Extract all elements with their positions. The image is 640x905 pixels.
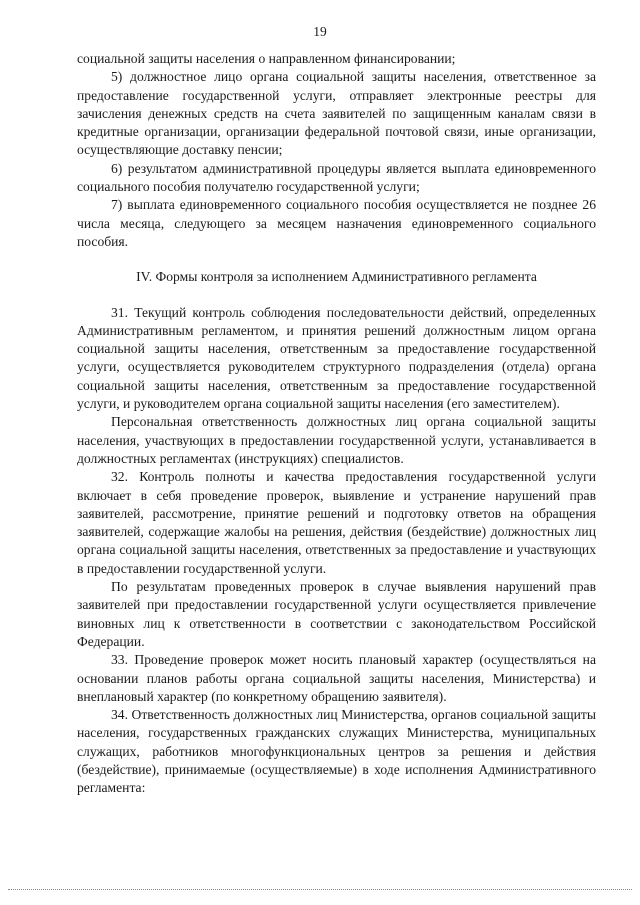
document-body [77, 50, 596, 798]
paragraph-31: 31. Текущий контроль соблюдения последовательности действий, определенных Административным регламентом, и принятия решений должностным лицом органа социальной защиты населения, ответственным за предоставление государственной услуги, осуществляется руководителем структурного подразделения (отдела) органа социальной защиты населения, ответственным за предоставление государственной услуги, и руководителем органа социальной защиты населения (его заместителем). [77, 304, 596, 412]
paragraph-personal-responsibility: Персональная ответственность должностных лиц органа социальной защиты населения, участвующих в предоставлении государственной услуги, устанавливается в должностных регламентах (инструкциях) специалистов. [77, 414, 596, 466]
paragraph-continuation: социальной защиты населения о направленном финансировании; [77, 51, 456, 66]
paragraph-item-5: 5) должностное лицо органа социальной защиты населения, ответственное за предоставление государственной услуги, отправляет электронные реестры для зачисления денежных средств на счета заявителей по защищенным каналам связи в кредитные организации, организации федеральной почтовой связи, иные организации, осуществляющие доставку пенсии; [77, 69, 596, 158]
section-heading: IV. Формы контроля за исполнением Административного регламента [136, 269, 537, 285]
paragraph-34: 34. Ответственность должностных лиц Министерства, органов социальной защиты населения, государственных гражданских служащих Министерства, муниципальных служащих, работников многофункциональных центров за решения и действия (бездействие), принимаемые (осуществляемые) в ходе исполнения Административного регламента: [77, 707, 596, 796]
paragraph-inspection-results: По результатам проведенных проверок в случае выявления нарушений прав заявителей при предоставлении государственной услуги осуществляется привлечение виновных лиц к ответственности в соответствии с законодательством Российской Федерации. [77, 579, 596, 649]
page-number: 19 [313, 24, 327, 39]
page-bottom-divider [8, 889, 632, 890]
paragraph-item-7: 7) выплата единовременного социального пособия осуществляется не позднее 26 числа месяца, следующего за месяцем назначения единовременного социального пособия. [77, 197, 596, 249]
paragraph-32: 32. Контроль полноты и качества предоставления государственной услуги включает в себя проведение проверок, выявление и устранение нарушений прав заявителей, рассмотрение, принятие решений и подготовку ответов на обращения заявителей, содержащие жалобы на решения, действия (бездействие) должностных лиц органа социальной защиты населения, ответственных за предоставление и участвующих в предоставлении государственной услуги. [77, 469, 596, 576]
paragraph-item-6: 6) результатом административной процедуры является выплата единовременного социального пособия получателю государственной услуги; [77, 160, 596, 195]
paragraph-33: 33. Проведение проверок может носить плановый характер (осуществляться на основании планов работы органа социальной защиты населения, Министерства) и внеплановый характер (по конкретному обращению заявителя). [77, 652, 596, 704]
